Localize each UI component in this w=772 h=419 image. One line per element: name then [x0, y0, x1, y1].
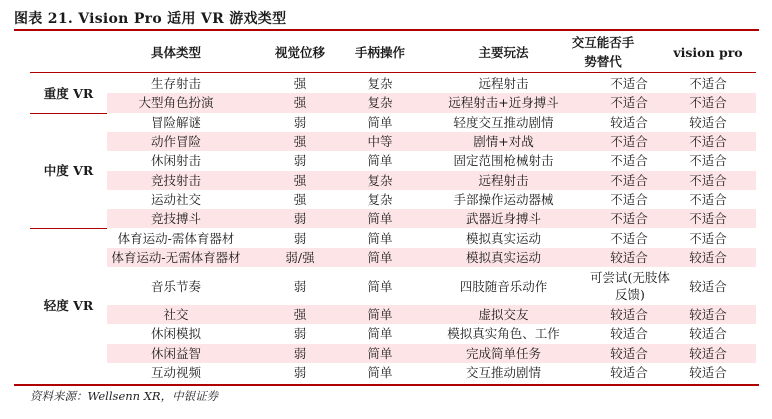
cell-controller: 简单 [367, 230, 393, 246]
cell-type: 竞技搏斗 [150, 211, 201, 227]
group-label: 轻度 VR [43, 298, 94, 314]
cell-visual-shift: 弱 [293, 114, 307, 130]
cell-controller: 简单 [367, 153, 393, 169]
cell-visual-shift: 弱 [293, 345, 307, 361]
table-row [107, 171, 756, 190]
header-vision-pro: vision pro [673, 44, 743, 60]
header-controller: 手柄操作 [354, 44, 405, 60]
table-row [107, 363, 756, 382]
cell-type: 冒险解谜 [150, 114, 201, 130]
table-row [107, 190, 756, 209]
cell-gameplay: 手部操作运动器械 [453, 191, 554, 207]
cell-gameplay: 模拟真实角色、工作 [447, 326, 560, 342]
cell-gameplay: 武器近身搏斗 [465, 211, 541, 227]
cell-gesture: 较适合 [610, 345, 648, 361]
cell-type: 动作冒险 [150, 134, 201, 150]
table-row [107, 132, 756, 151]
cell-type: 大型角色扮演 [138, 95, 214, 111]
table-row [107, 209, 756, 228]
table-row [107, 344, 756, 363]
cell-vision-pro: 较适合 [689, 365, 727, 381]
cell-gameplay: 轻度交互推动剧情 [453, 114, 554, 130]
cell-controller: 复杂 [367, 95, 393, 111]
cell-gameplay: 固定范围枪械射击 [453, 153, 554, 169]
cell-visual-shift: 弱 [293, 326, 307, 342]
cell-controller: 复杂 [367, 191, 393, 207]
group-label: 重度 VR [43, 86, 94, 102]
cell-type: 社交 [163, 307, 189, 323]
cell-controller: 简单 [367, 365, 393, 381]
cell-visual-shift: 弱 [293, 211, 307, 227]
cell-gameplay: 远程射击 [478, 172, 529, 188]
cell-type: 音乐节奏 [150, 278, 201, 294]
header-rule [30, 72, 756, 73]
cell-gesture: 不适合 [610, 153, 648, 169]
cell-gesture: 不适合 [610, 191, 648, 207]
table-row [107, 324, 756, 343]
cell-controller: 简单 [367, 345, 393, 361]
cell-visual-shift: 弱 [293, 153, 307, 169]
cell-visual-shift: 弱 [293, 365, 307, 381]
table-row [107, 93, 756, 112]
header-gesture: 交互能否手势替代 [571, 35, 635, 69]
cell-gesture: 不适合 [610, 172, 648, 188]
cell-controller: 简单 [367, 114, 393, 130]
cell-controller: 简单 [367, 278, 393, 294]
cell-vision-pro: 不适合 [689, 153, 727, 169]
cell-gameplay: 远程射击+近身搏斗 [448, 95, 559, 111]
top-rule [14, 29, 759, 31]
cell-gameplay: 虚拟交友 [478, 307, 529, 323]
cell-type: 体育运动-需体育器材 [117, 230, 235, 246]
figure-title: 图表 21. Vision Pro 适用 VR 游戏类型 [14, 11, 287, 27]
cell-gesture: 不适合 [610, 230, 648, 246]
source-note: 资料来源：Wellsenn XR，中银证券 [30, 389, 219, 403]
cell-vision-pro: 不适合 [689, 76, 727, 92]
table-row [107, 113, 756, 132]
cell-type: 体育运动-无需体育器材 [111, 249, 241, 265]
cell-visual-shift: 强 [293, 76, 307, 92]
cell-gesture: 较适合 [610, 365, 648, 381]
cell-controller: 复杂 [367, 76, 393, 92]
cell-type: 休闲益智 [150, 345, 201, 361]
cell-controller: 简单 [367, 211, 393, 227]
cell-gameplay: 模拟真实运动 [465, 230, 541, 246]
header-gameplay: 主要玩法 [478, 44, 529, 60]
table-row [107, 305, 756, 324]
cell-vision-pro: 较适合 [689, 278, 727, 294]
cell-gameplay: 交互推动剧情 [465, 365, 541, 381]
cell-vision-pro: 不适合 [689, 95, 727, 111]
cell-gameplay: 剧情+对战 [473, 134, 534, 150]
cell-visual-shift: 强 [293, 172, 307, 188]
cell-controller: 简单 [367, 326, 393, 342]
bottom-rule [14, 384, 759, 386]
cell-vision-pro: 较适合 [689, 114, 727, 130]
cell-gesture: 不适合 [610, 76, 648, 92]
cell-visual-shift: 弱 [293, 230, 307, 246]
cell-vision-pro: 不适合 [689, 134, 727, 150]
table-row [107, 74, 756, 93]
cell-gesture: 不适合 [610, 95, 648, 111]
cell-visual-shift: 强 [293, 95, 307, 111]
cell-visual-shift: 弱/强 [285, 249, 315, 265]
cell-visual-shift: 强 [293, 191, 307, 207]
cell-gesture: 较适合 [610, 307, 648, 323]
cell-vision-pro: 不适合 [689, 191, 727, 207]
cell-type: 竞技射击 [150, 172, 201, 188]
cell-vision-pro: 不适合 [689, 211, 727, 227]
cell-type: 休闲模拟 [150, 326, 201, 342]
cell-gameplay: 模拟真实运动 [465, 249, 541, 265]
cell-type: 互动视频 [150, 365, 201, 381]
cell-visual-shift: 强 [293, 134, 307, 150]
vr-game-table [30, 32, 756, 383]
cell-vision-pro: 较适合 [689, 345, 727, 361]
cell-vision-pro: 较适合 [689, 249, 727, 265]
cell-gameplay: 远程射击 [478, 76, 529, 92]
cell-vision-pro: 不适合 [689, 172, 727, 188]
table-row [107, 151, 756, 170]
cell-vision-pro: 较适合 [689, 307, 727, 323]
cell-controller: 简单 [367, 249, 393, 265]
cell-visual-shift: 强 [293, 307, 307, 323]
table-row [107, 228, 756, 247]
header-type: 具体类型 [150, 44, 201, 60]
cell-controller: 复杂 [367, 172, 393, 188]
cell-gesture: 较适合 [610, 114, 648, 130]
cell-vision-pro: 不适合 [689, 230, 727, 246]
cell-gesture: 不适合 [610, 211, 648, 227]
group-label: 中度 VR [43, 163, 94, 179]
cell-type: 生存射击 [150, 76, 201, 92]
table-row [107, 267, 756, 305]
cell-gameplay: 完成简单任务 [465, 345, 541, 361]
cell-controller: 简单 [367, 307, 393, 323]
cell-gameplay: 四肢随音乐动作 [459, 278, 548, 294]
cell-gesture: 较适合 [610, 249, 648, 265]
cell-type: 运动社交 [150, 191, 201, 207]
cell-type: 休闲射击 [150, 153, 201, 169]
table-row [107, 248, 756, 267]
cell-vision-pro: 较适合 [689, 326, 727, 342]
cell-gesture: 不适合 [610, 134, 648, 150]
cell-visual-shift: 弱 [293, 278, 307, 294]
cell-controller: 中等 [367, 134, 393, 150]
header-visual-shift: 视觉位移 [274, 44, 325, 60]
cell-gesture: 可尝试(无肢体反馈) [590, 270, 670, 302]
cell-gesture: 较适合 [610, 326, 648, 342]
